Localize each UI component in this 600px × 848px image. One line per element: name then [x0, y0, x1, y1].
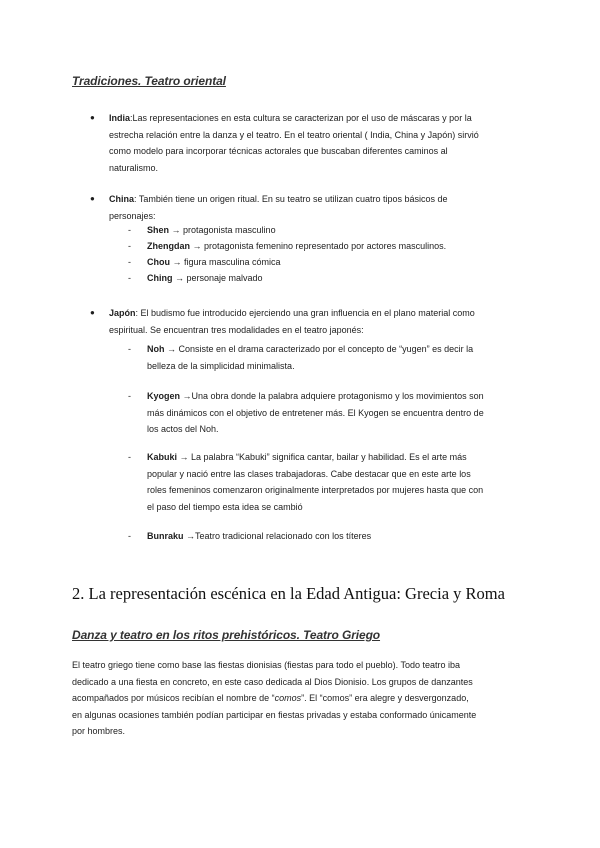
india-line-2: estrecha relación entre la danza y el teatro. En el teatro oriental ( India, China y Japón) sirvió	[109, 129, 479, 140]
japon-line-2: espiritual. Se encuentran tres modalidades en el teatro japonés:	[109, 324, 364, 335]
bullet-icon: ●	[90, 308, 95, 317]
para-line-4: en algunas ocasiones también podían participar en fiestas privadas y estaba conformado únicamente	[72, 709, 477, 720]
china-item-ching: - Ching → personaje malvado	[128, 270, 528, 287]
para-line-1: El teatro griego tiene como base las fiestas dionisias (fiestas para todo el pueblo). Todo teatro iba	[72, 660, 461, 670]
dash-icon: -	[128, 273, 131, 283]
china-line-1: China: También tiene un origen ritual. En su teatro se utilizan cuatro tipos básicos de	[109, 194, 448, 204]
dash-icon: -	[128, 531, 131, 541]
china-item-shen: - Shen → protagonista masculino	[128, 222, 528, 239]
item-name: Chou	[147, 257, 170, 267]
china-item-chou: - Chou → figura masculina cómica	[128, 254, 528, 271]
bullet-icon: ●	[90, 194, 95, 203]
japon-item-bunraku: - Bunraku →Teatro tradicional relacionado con los títeres	[128, 528, 528, 545]
india-line-4: naturalismo.	[109, 162, 159, 173]
bullet-china	[90, 191, 530, 224]
para-line-5: por hombres.	[72, 726, 126, 736]
dash-icon: -	[128, 344, 131, 354]
japon-item-kyogen: - Kyogen →Una obra donde la palabra adquiere protagonismo y los movimientos son más dinámicos con el objetivo de entretener más. El Kyogen se encuentra dentro de los actos del Noh.	[128, 388, 528, 438]
india-line-1: India:Las representaciones en esta cultura se caracterizan por el uso de máscaras y por la	[109, 113, 472, 123]
comos-italic: comos	[274, 693, 302, 703]
bullet-india	[90, 110, 530, 176]
dash-icon: -	[128, 241, 131, 251]
japon-item-noh: - Noh → Consiste en el drama caracterizado por el concepto de “yugen” es decir la belleza de la simplicidad minimalista.	[128, 341, 528, 374]
china-item-zhengdan: - Zhengdan → protagonista femenino representado por actores masculinos.	[128, 238, 528, 255]
section-heading-edad-antigua: 2. La representación escénica en la Edad Antigua: Grecia y Roma	[72, 584, 505, 603]
bullet-japon	[90, 305, 530, 338]
item-name: Bunraku	[147, 531, 184, 541]
japon-item-kabuki: - Kabuki → La palabra “Kabuki” significa cantar, bailar y habilidad. Es el arte más popular y nació entre las clases trabajadoras. Cabe destacar que en este arte los roles femeninos comenzaron originalmente interpretados por mujeres hasta que con el paso del tiempo esta idea se cambió	[128, 449, 528, 515]
dash-icon: -	[128, 452, 131, 462]
dash-icon: -	[128, 257, 131, 267]
item-name: Kabuki	[147, 452, 178, 462]
item-name: Zhengdan	[147, 241, 190, 251]
para-line-3: acompañados por músicos recibían el nombre de “comos”. El “comos” era alegre y desvergonzado,	[72, 693, 469, 703]
item-name: Ching	[147, 273, 173, 283]
china-line-2: personajes:	[109, 210, 156, 221]
china-label: China	[109, 194, 135, 204]
subheading-teatro-griego: Danza y teatro en los ritos prehistóricos. Teatro Griego	[72, 628, 381, 642]
item-name: Shen	[147, 225, 170, 235]
section-heading-teatro-oriental: Tradiciones. Teatro oriental	[72, 74, 226, 88]
japon-label: Japón	[109, 308, 136, 318]
india-label: India	[109, 113, 131, 123]
para-line-2: dedicado a una fiesta en concreto, en este caso dedicada al Dios Dionisio. Los grupos de danzantes	[72, 676, 473, 687]
bullet-icon: ●	[90, 113, 95, 122]
india-line-3: como modelo para incorporar técnicas actorales que buscaban diferentes caminos al	[109, 146, 448, 156]
dash-icon: -	[128, 225, 131, 235]
item-name: Noh	[147, 344, 165, 354]
japon-line-1: Japón: El budismo fue introducido ejerciendo una gran influencia en el plano material como	[109, 308, 475, 318]
item-name: Kyogen	[147, 391, 181, 401]
dash-icon: -	[128, 391, 131, 401]
paragraph-teatro-griego	[72, 657, 532, 740]
